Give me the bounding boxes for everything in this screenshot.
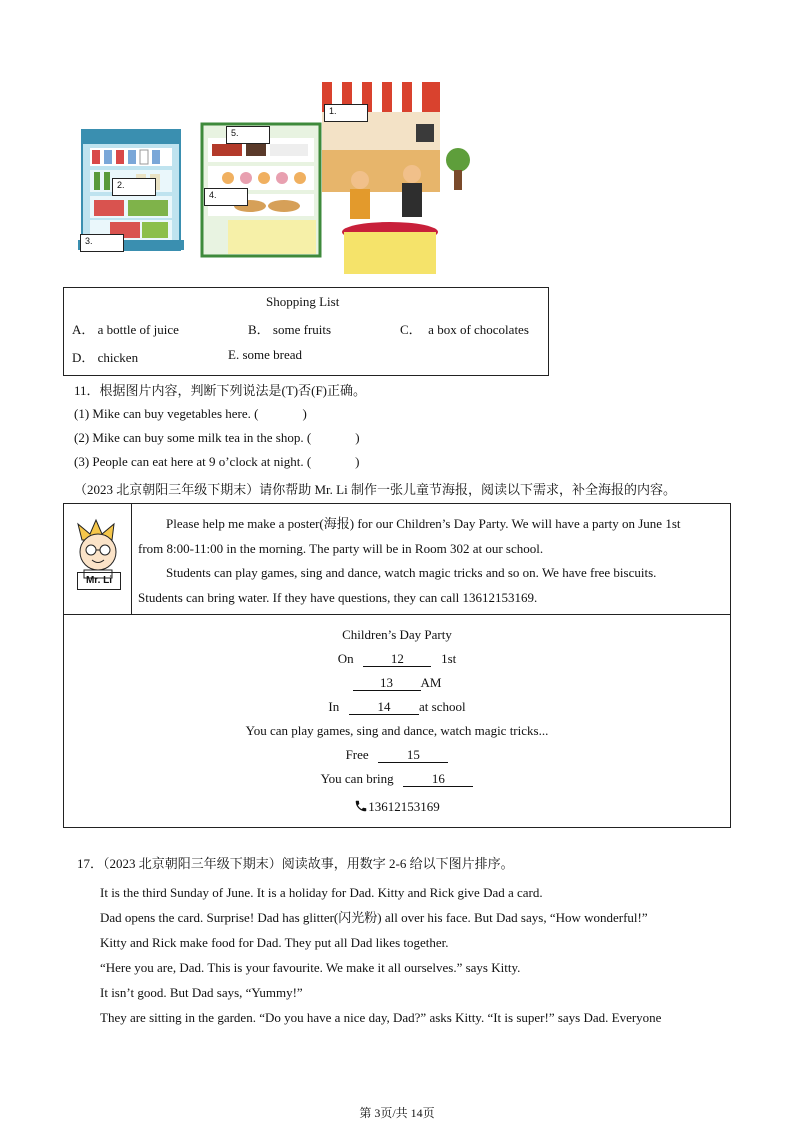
blank-16[interactable]: 16 xyxy=(403,772,473,787)
request-line-1: Please help me make a poster(海报) for our Children’s Day Party. We will have a party on June 1st xyxy=(166,516,681,531)
request-box xyxy=(63,503,731,615)
illustration-label-4: 4. xyxy=(204,188,248,206)
request-line-2: from 8:00-11:00 in the morning. The party will be in Room 302 at our school. xyxy=(138,540,544,556)
story-line-3: Kitty and Rick make food for Dad. They put all Dad likes together. xyxy=(100,935,449,950)
poster-time-line: 13 AM xyxy=(64,671,730,695)
avatar-label: Mr. Li xyxy=(77,572,121,590)
poster-free-line: Free 15 xyxy=(64,743,730,767)
q11-stem: 11．根据图片内容，判断下列说法是(T)否(F)正确。 xyxy=(74,383,367,398)
poster-task-stem: （2023 北京朝阳三年级下期末）请你帮助 Mr. Li 制作一张儿童节海报，阅读以下需求，补全海报的内容。 xyxy=(74,482,676,497)
story-line-1: It is the third Sunday of June. It is a holiday for Dad. Kitty and Rick give Dad a card. xyxy=(100,885,543,900)
q11-item-2: (2) Mike can buy some milk tea in the shop. ( ) xyxy=(74,430,360,445)
blank-13[interactable]: 13 xyxy=(353,676,421,691)
shopping-item-e: E. some bread xyxy=(228,347,303,362)
poster-place-line: In 14 at school xyxy=(328,699,466,714)
shopping-list-box xyxy=(63,287,549,376)
illustration-label-1: 1. xyxy=(324,104,368,122)
request-line-3: Students can play games, sing and dance, watch magic tricks and so on. We have free biscuits. xyxy=(166,565,657,580)
q11-item-1: (1) Mike can buy vegetables here. ( ) xyxy=(74,406,307,421)
phone-icon xyxy=(354,799,368,813)
shopping-list-title: Shopping List xyxy=(266,294,340,309)
poster-content xyxy=(64,623,730,819)
story-line-5: It isn’t good. But Dad says, “Yummy!” xyxy=(100,985,303,1000)
poster-phone-line: 13612153169 xyxy=(64,795,730,819)
poster-activities-line: You can play games, sing and dance, watch magic tricks... xyxy=(245,723,549,738)
poster-date-line: On 12 1st xyxy=(337,651,457,666)
shopping-item-d: D． chicken xyxy=(72,350,139,365)
shopping-item-c: C． a box of chocolates xyxy=(400,322,529,337)
shopping-item-b: B． some fruits xyxy=(248,322,332,337)
q11-item-3: (3) People can eat here at 9 o’clock at night. ( ) xyxy=(74,454,360,469)
page-footer: 第 3页/共 14页 xyxy=(359,1106,435,1120)
blank-12[interactable]: 12 xyxy=(363,652,431,667)
q17-stem: 17．（2023 北京朝阳三年级下期末）阅读故事，用数字 2-6 给以下图片排序。 xyxy=(77,856,514,871)
illustration-label-3: 3. xyxy=(80,234,124,252)
avatar-cell xyxy=(64,504,132,614)
poster-title: Children’s Day Party xyxy=(342,627,452,642)
request-line-4: Students can bring water. If they have questions, they can call 13612153169. xyxy=(138,589,538,605)
illustration-label-2: 2. xyxy=(112,178,156,196)
illustration-label-5: 5. xyxy=(226,126,270,144)
request-text xyxy=(138,512,724,610)
story-line-6: They are sitting in the garden. “Do you have a nice day, Dad?” asks Kitty. “It is super!” says Dad. Everyone xyxy=(100,1010,662,1025)
shop-illustration xyxy=(70,60,470,280)
poster-box xyxy=(63,614,731,828)
shop-scene-image xyxy=(70,60,470,280)
story-line-2: Dad opens the card. Surprise! Dad has glitter(闪光粉) all over his face. But Dad says, “How wonderful!” xyxy=(100,910,648,925)
blank-15[interactable]: 15 xyxy=(378,748,448,763)
poster-bring-line: You can bring 16 xyxy=(64,767,730,791)
story-line-4: “Here you are, Dad. This is your favourite. We make it all ourselves.” says Kitty. xyxy=(100,960,521,975)
shopping-item-a: A． a bottle of juice xyxy=(72,322,179,337)
blank-14[interactable]: 14 xyxy=(349,700,419,715)
q17-story xyxy=(100,880,661,1030)
